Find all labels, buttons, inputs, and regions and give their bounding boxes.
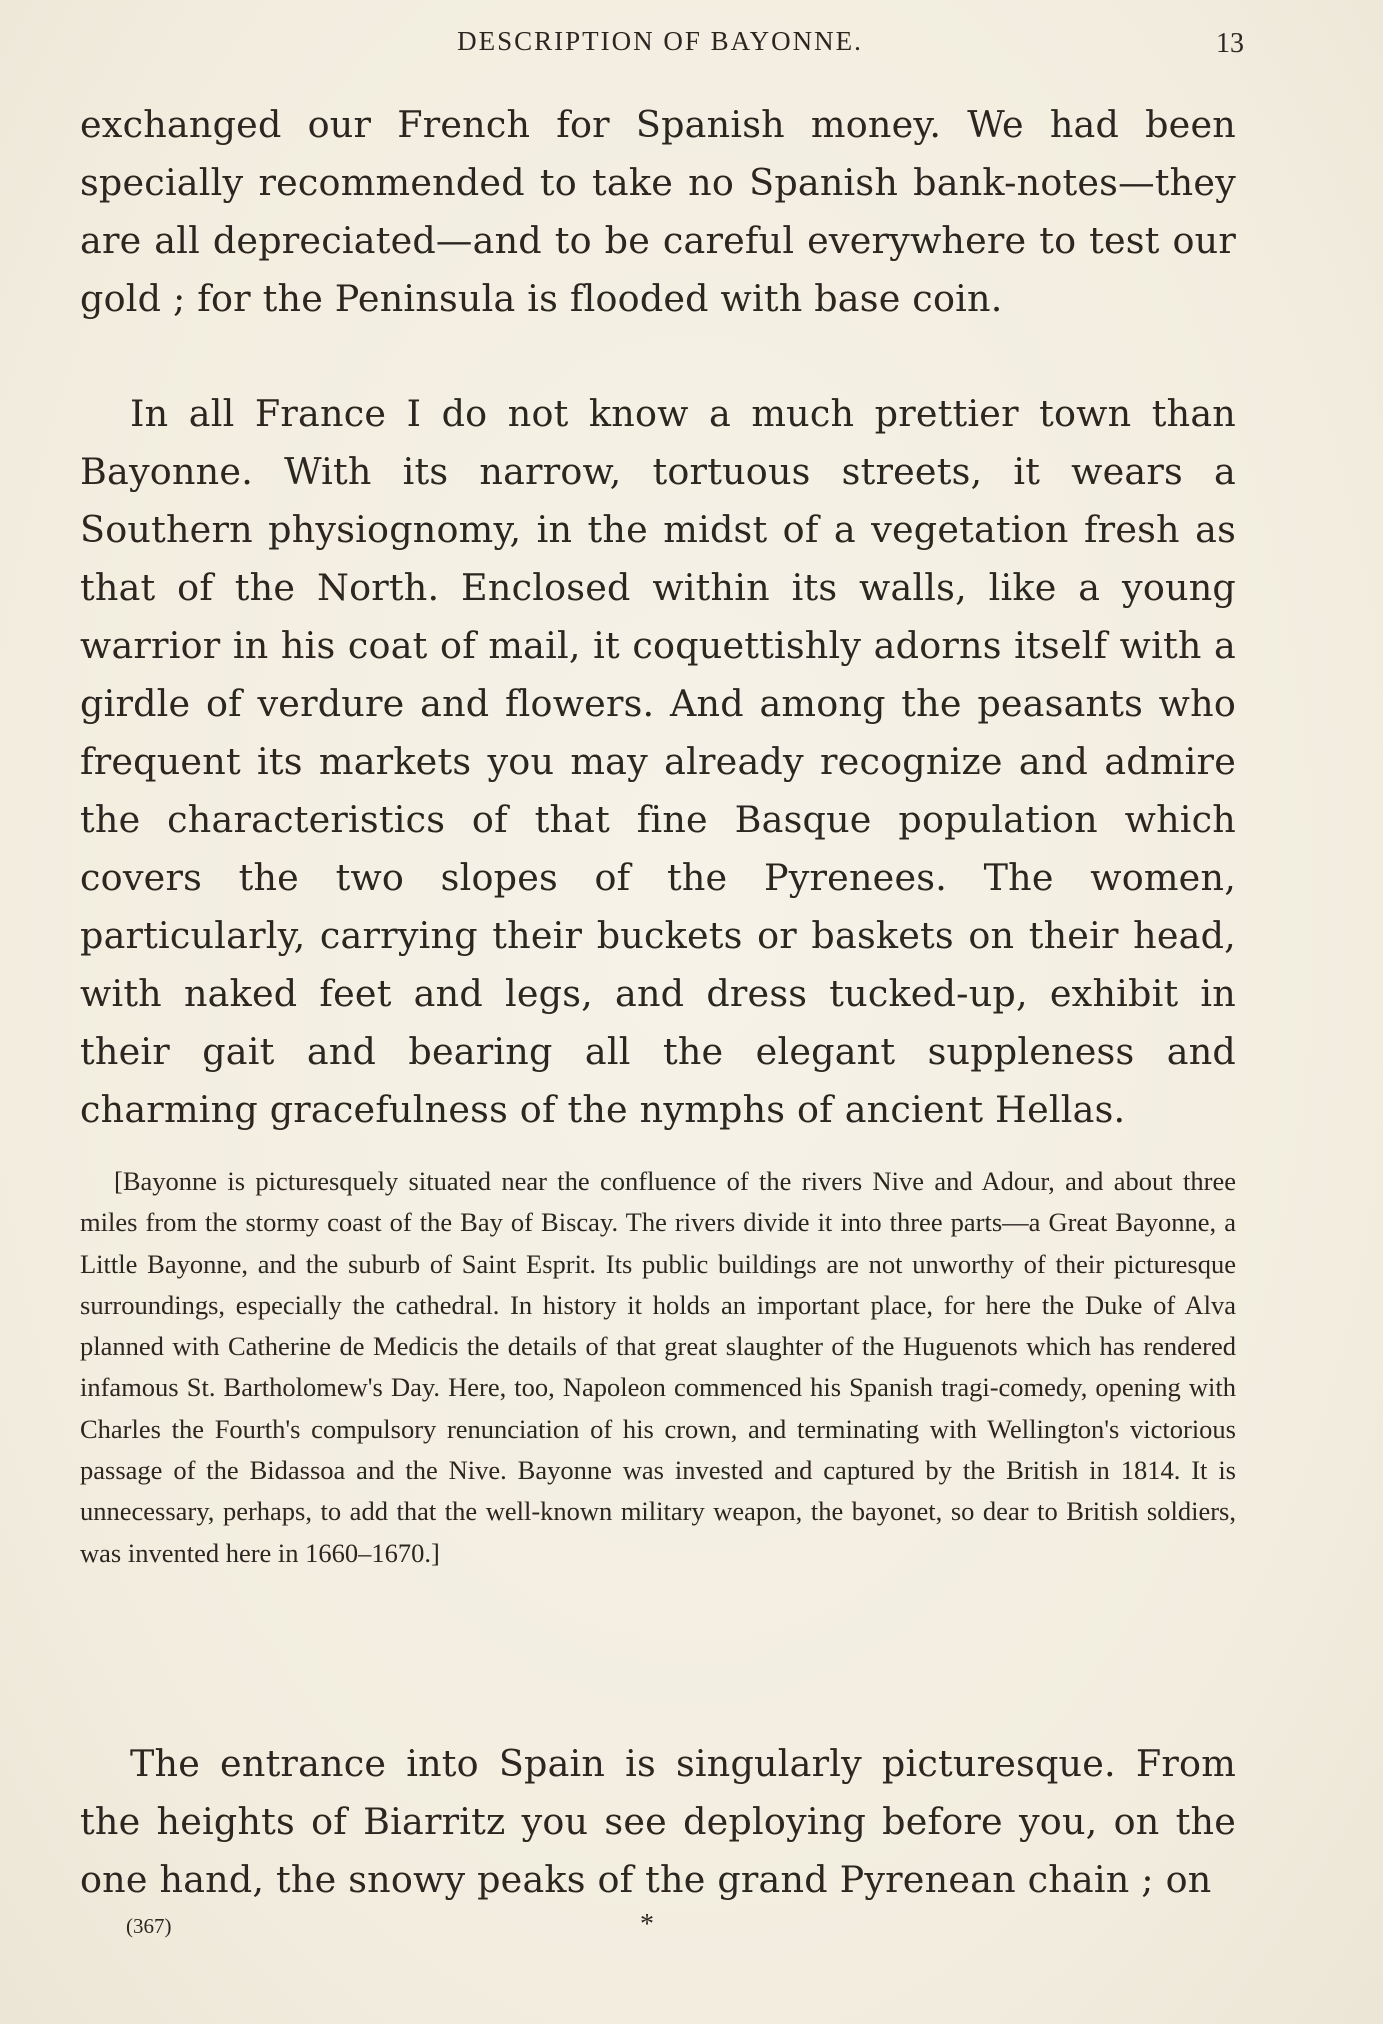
page-number: 13 (1216, 28, 1244, 59)
running-head (80, 24, 1244, 64)
signature-mark: (367) (126, 1914, 172, 1938)
bracketed-note: [Bayonne is picturesquely situated near the confluence of the rivers Nive and Adour, and about three miles from the stormy coast of the Bay of Biscay. The rivers divide it into three parts—a Great Bayonne, a Little Bayonne, and the suburb of Saint Esprit. Its public buildings are not unworthy of their picturesque surroundings, especially the cathedral. In history it holds an important place, for here the Duke of Alva planned with Catherine de Medicis the details of that great slaughter of the Huguenots which has rendered infamous St. Bartholomew's Day. Here, too, Napoleon commenced his Spanish tragi-comedy, opening with Charles the Fourth's compulsory renunciation of his crown, and terminating with Wellington's victorious passage of the Bidassoa and the Nive. Bayonne was invested and captured by the British in 1814. It is unnecessary, perhaps, to add that the well-known military weapon, the bayonet, so dear to British soldiers, was invented here in 1660–1670.] (80, 1166, 1236, 1568)
paragraph-entrance-spain: The entrance into Spain is singularly picturesque. From the heights of Biarritz you see deploying before you, on the one hand, the snowy peaks of the grand Pyrenean chain ; on (80, 1742, 1236, 1901)
paragraph-continuation: exchanged our French for Spanish money. We had been specially recommended to take no Spanish bank-notes—they are all depreciated—and to be careful everywhere to test our gold ; for the Peninsula is flooded with base coin. (80, 103, 1236, 320)
paragraph-bayonne: In all France I do not know a much prettier town than Bayonne. With its narrow, tortuous streets, it wears a Southern physiognomy, in the midst of a vegetation fresh as that of the North. Enclosed within its walls, like a young warrior in his coat of mail, it coquettishly adorns itself with a girdle of verdure and flowers. And among the peasants who frequent its markets you may already recognize and admire the characteristics of that fine Basque population which covers the two slopes of the Pyrenees. The women, particularly, carrying their buckets or baskets on their head, with naked feet and legs, and dress tucked-up, exhibit in their gait and bearing all the elegant suppleness and charming gracefulness of the nymphs of ancient Hellas. (80, 392, 1236, 1131)
running-title: DESCRIPTION OF BAYONNE. (457, 26, 863, 56)
star-mark: * (640, 1909, 654, 1940)
